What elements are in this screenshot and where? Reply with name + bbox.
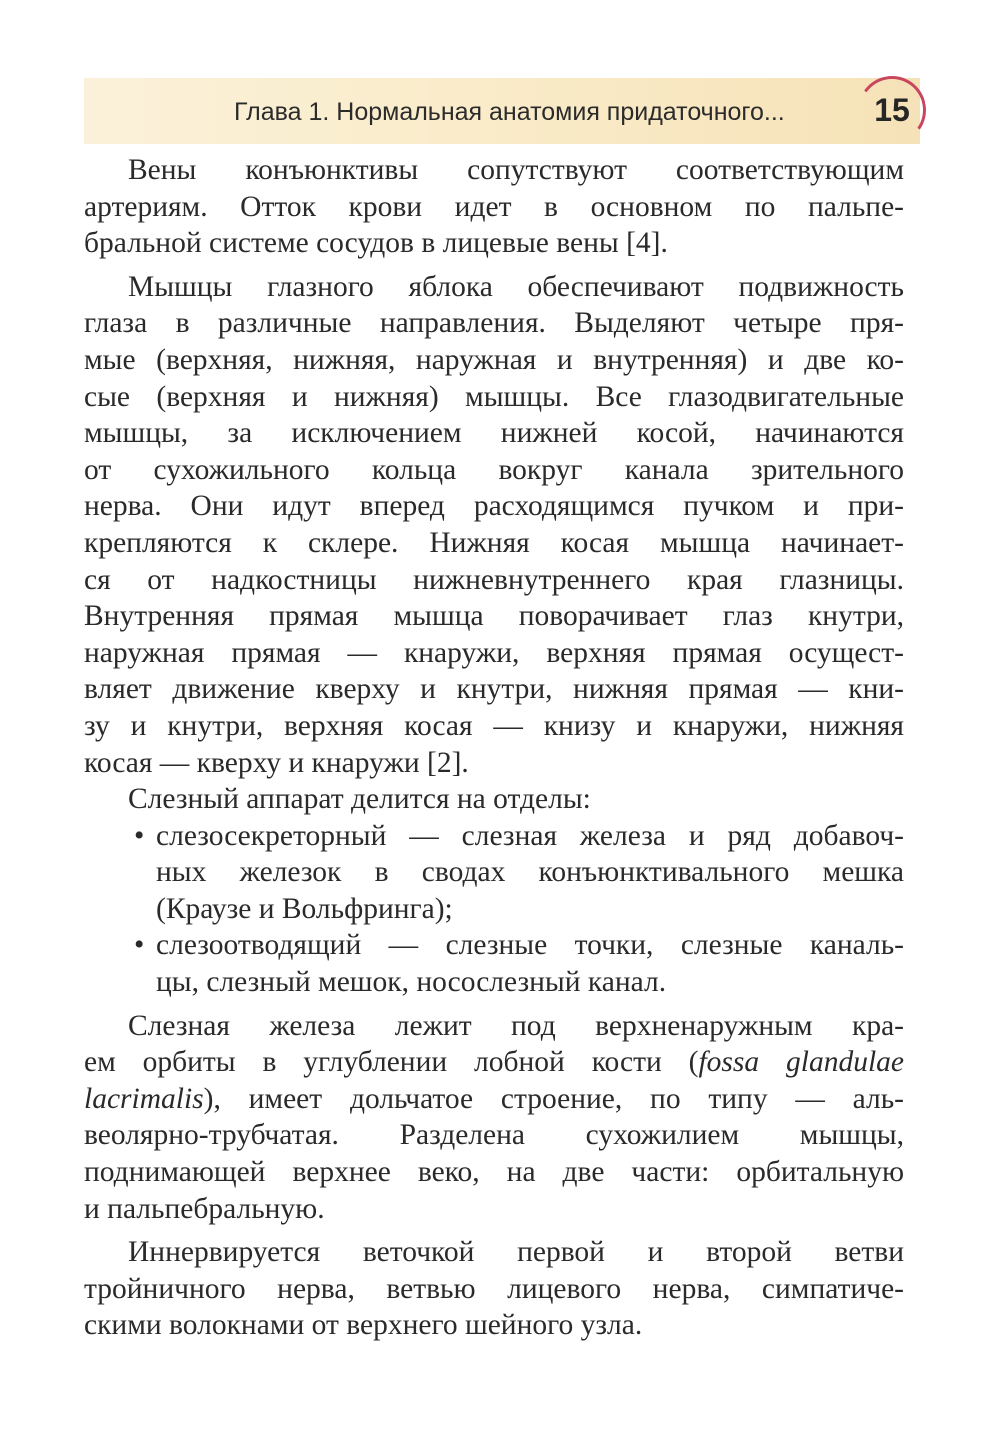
text-line: цы, слезный мешок, носослезный канал. [156, 966, 667, 999]
chapter-title: Глава 1. Нормальная анатомия придаточного... [234, 98, 785, 126]
text-line: мые (верхняя, нижняя, наружная и внутренняя) и две ко- [84, 343, 904, 376]
text-line: зу и кнутри, верхняя косая — книзу и кнаружи, нижняя [84, 709, 904, 742]
body-text [84, 152, 904, 1344]
text-line: Слезный аппарат делится на отделы: [128, 783, 591, 816]
text-line: нерва. Они идут вперед расходящимся пучком и при- [84, 490, 904, 523]
text-line: артериям. Отток крови идет в основном по пальпе- [84, 190, 904, 223]
text-line: скими волокнами от верхнего шейного узла. [84, 1309, 643, 1342]
latin-term: fossa glandulae [698, 1046, 904, 1079]
text-line: Вены конъюнктивы сопутствуют соответствующим [128, 154, 904, 186]
text-line: косая — кверху и кнаружи [2]. [84, 746, 469, 779]
text-line: от сухожильного кольца вокруг канала зрительного [84, 453, 904, 486]
text-line: ных железок в сводах конъюнктивального мешка [156, 856, 904, 889]
list-item [84, 818, 904, 928]
text-line: наружная прямая — кнаружи, верхняя прямая осущест- [84, 636, 904, 669]
paragraph [84, 269, 904, 781]
bullet-icon: • [134, 819, 145, 852]
text-line: поднимающей верхнее веко, на две части: орбитальную [84, 1156, 904, 1189]
text-line [84, 927, 904, 964]
text-line [84, 1044, 904, 1081]
bullet-text: слезоотводящий — слезные точки, слезные каналь- [156, 929, 904, 962]
text-line: сые (верхняя и нижняя) мышцы. Все глазодвигательные [84, 380, 904, 413]
text-line: бральной системе сосудов в лицевые вены [4]. [84, 227, 668, 260]
text-line: крепляются к склере. Нижняя косая мышца начинает- [84, 526, 904, 559]
text-line: тройничного нерва, ветвью лицевого нерва, симпатиче- [84, 1272, 904, 1305]
page-number: 15 [874, 92, 910, 128]
text-line [84, 818, 904, 855]
page-number-badge [858, 76, 928, 146]
text-line: веолярно-трубчатая. Разделена сухожилием мышцы, [84, 1119, 904, 1152]
text-line: Мышцы глазного яблока обеспечивают подвижность [128, 270, 904, 303]
text-line: вляет движение кверху и кнутри, нижняя прямая — кни- [84, 673, 904, 706]
paragraph [84, 781, 904, 818]
list-item [84, 927, 904, 1000]
text-line: (Краузе и Вольфринга); [156, 892, 453, 925]
bullet-icon: • [134, 929, 145, 962]
bullet-text: слезосекреторный — слезная железа и ряд добавоч- [156, 819, 904, 852]
latin-term: lacrimalis [84, 1082, 204, 1115]
paragraph [84, 1234, 904, 1344]
paragraph [84, 152, 904, 262]
text-line: Слезная железа лежит под верхненаружным кра- [128, 1009, 904, 1042]
bullet-list [84, 818, 904, 1001]
paragraph [84, 1008, 904, 1228]
text-line: ся от надкостницы нижневнутреннего края глазницы. [84, 563, 904, 596]
text-line: мышцы, за исключением нижней косой, начинаются [84, 417, 904, 450]
text-line: глаза в различные направления. Выделяют четыре пря- [84, 307, 904, 340]
text-line: Иннервируется веточкой первой и второй ветви [128, 1236, 904, 1269]
text-span: ем орбиты в углублении лобной кости ( [84, 1046, 699, 1079]
text-line: и пальпебральную. [84, 1192, 325, 1225]
text-line [84, 1081, 904, 1118]
text-line: Внутренняя прямая мышца поворачивает глаз кнутри, [84, 600, 904, 633]
text-span: ), имеет дольчатое строение, по типу — аль- [203, 1082, 904, 1115]
